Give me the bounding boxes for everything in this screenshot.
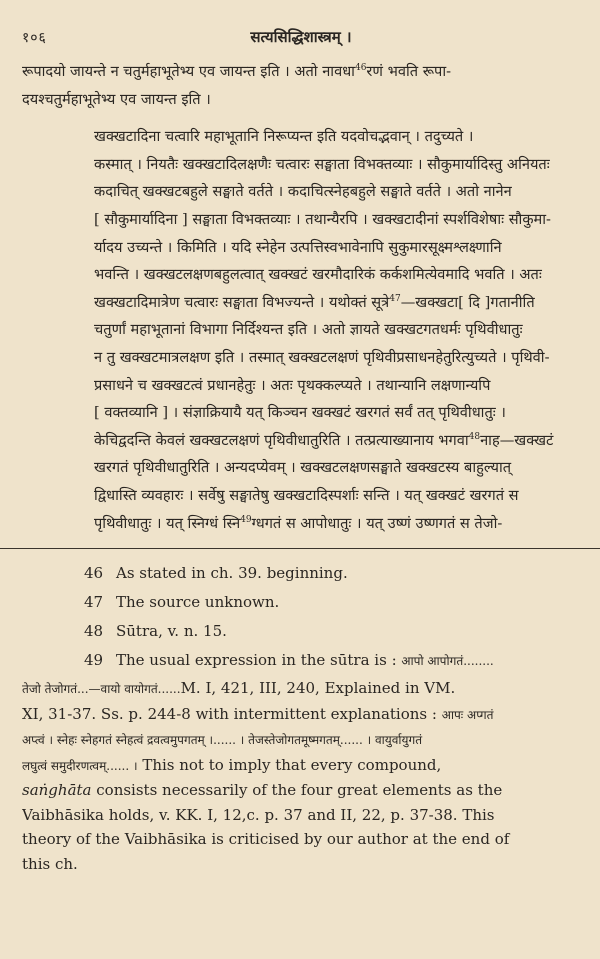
footnote-text: As stated in ch. 39. beginning. <box>116 564 348 583</box>
footnote-number: 47 <box>84 593 104 612</box>
footnote-divider <box>0 548 600 549</box>
text-line: [ वक्तव्यानि ] । संज्ञाक्रियायै यत् किञ्चन खक्खटं खरगतं सर्वं तत् पृथिवीधातुः । <box>94 404 506 422</box>
footnote-text: M. I, 421, III, 240, Explained in VM. <box>180 679 456 698</box>
text-line: खरगतं पृथिवीधातुरिति । अन्यदप्येवम् । खक्खटलक्षणसङ्घाते खक्खटस्य बाहुल्यात् <box>94 459 512 477</box>
text-line: कस्मात् । नियतैः खक्खटादिलक्षणैः चत्वारः सङ्घाता विभक्तव्याः । सौकुमार्यादिस्तु अनियतः <box>94 155 550 173</box>
text-line: केचिद्वदन्ति केवलं खक्खटलक्षणं पृथिवीधातुरिति । तत्प्रत्याख्यानाय भगवा$^{48}$नाह—खक्खटं <box>94 431 554 449</box>
footnote-text: theory of the Vaibhāsika is criticised by our author at the end of <box>22 830 510 849</box>
footnote-49-continued <box>22 676 580 876</box>
text-line: रूपादयो जायन्ते न चतुर्महाभूतेभ्य एव जायन्त इति । अतो नावधा$^{46}$रणं भवति रूपा- <box>22 63 452 80</box>
footnote-text: consists necessarily of the four great elements as the <box>96 781 503 800</box>
footnote-ref: 48 <box>468 431 481 442</box>
text-line: न तु खक्खटमात्रलक्षण इति । तस्मात् खक्खटलक्षणं पृथिवीप्रसाधनहेतुरित्युच्यते । पृथिवी- <box>94 348 550 366</box>
footnote-text: This not to imply that every compound, <box>142 755 442 774</box>
footnotes <box>22 559 580 876</box>
text-line: प्रसाधने च खक्खटत्वं प्रधानहेतुः । अतः पृथक्कल्प्यते । तथान्यानि लक्षणान्यपि <box>94 376 491 394</box>
footnote-sanskrit: तेजो तेजोगतं...—वायो वायोगतं...... <box>22 682 181 697</box>
text-line: भवन्ति । खक्खटलक्षणबहुलत्वात् खक्खटं खरमौदारिकं कर्कशमित्येवमादि भवति । अतः <box>94 266 542 284</box>
footnote-ref: 47 <box>389 293 401 304</box>
footnote-text: XI, 31-37. Ss. p. 244-8 with intermittent explanations : <box>22 704 437 723</box>
paragraph-1 <box>22 58 580 113</box>
footnote-text: Sūtra, v. n. 15. <box>116 622 227 641</box>
footnote-number: 46 <box>84 564 104 583</box>
footnote-italic-term: saṅghāta <box>22 781 92 800</box>
text-line: पृथिवीधातुः । यत् स्निग्धं स्नि$^{49}$ग्धगतं स आपोधातुः । यत् उष्णं उष्णगतं स तेजो- <box>94 514 503 532</box>
running-title: सत्यसिद्धिशास्त्रम् । <box>250 28 352 46</box>
footnote-sanskrit: अप्त्वं । स्नेहः स्नेहगतं स्नेहत्वं द्रवत्वमुपगतम् ।...... । तेजस्तेजोगतमूष्मगतम्...... । वायुर्वायुगतं <box>22 733 423 748</box>
text-line: द्विधास्ति व्यवहारः । सर्वेषु सङ्घातेषु खक्खटादिस्पर्शाः सन्ति । यत् खक्खटं खरगतं स <box>94 486 519 504</box>
footnote-number: 49 <box>84 651 104 670</box>
main-text <box>22 58 580 537</box>
text-line: खक्खटादिना चत्वारि महाभूतानि निरूप्यन्त इति यदवोचद्भवान् । तदुच्यते । <box>94 128 474 146</box>
text-line: [ सौकुमार्यादिना ] सङ्घाता विभक्तव्याः । तथान्यैरपि । खक्खटादीनां स्पर्शविशेषाः सौकुमा- <box>94 210 551 228</box>
footnote-49 <box>84 646 580 676</box>
footnote-48 <box>84 617 580 646</box>
paragraph-2 <box>22 123 580 537</box>
text-line: कदाचित् खक्खटबहुले सङ्घाते वर्तते । कदाचित्स्नेहबहुले सङ्घाते वर्तते । अतो नानेन <box>94 183 512 201</box>
text-line: चतुर्णां महाभूतानां विभागा निर्दिश्यन्त इति । अतो ज्ञायते खक्खटगतधर्मः पृथिवीधातुः <box>94 321 523 339</box>
footnote-sanskrit: आपः अप्गतं <box>441 707 494 722</box>
footnote-ref: 46 <box>354 63 367 74</box>
footnote-text: Vaibhāsika holds, v. KK. I, 12,c. p. 37 and II, 22, p. 37-38. This <box>22 805 495 824</box>
text-line: र्यादय उच्यन्ते । किमिति । यदि स्नेहेन उत्पत्तिस्वभावेनापि सुकुमारसूक्ष्मश्लक्ष्णानि <box>94 238 502 256</box>
page-header <box>22 22 580 52</box>
text-line: दयश्चतुर्महाभूतेभ्य एव जायन्त इति । <box>22 90 211 108</box>
footnote-number: 48 <box>84 622 104 641</box>
footnote-sanskrit: लघुत्वं समुदीरणत्वम्...... । <box>22 758 138 773</box>
footnote-text: this ch. <box>22 854 78 873</box>
footnote-text: The usual expression in the sūtra is : <box>116 651 397 670</box>
footnote-text: The source unknown. <box>116 593 280 612</box>
footnote-46 <box>84 559 580 588</box>
footnote-sanskrit: आपो आपोगतं........ <box>401 654 494 669</box>
text-line: खक्खटादिमात्रेण चत्वारः सङ्घाता विभज्यन्ते । यथोक्तं सूत्रे$^{47}$—खक्खटा[ दि ]गतानीति <box>94 293 535 311</box>
footnote-ref: 49 <box>240 514 252 525</box>
page-number: १०६ <box>22 30 47 46</box>
footnote-47 <box>84 588 580 617</box>
